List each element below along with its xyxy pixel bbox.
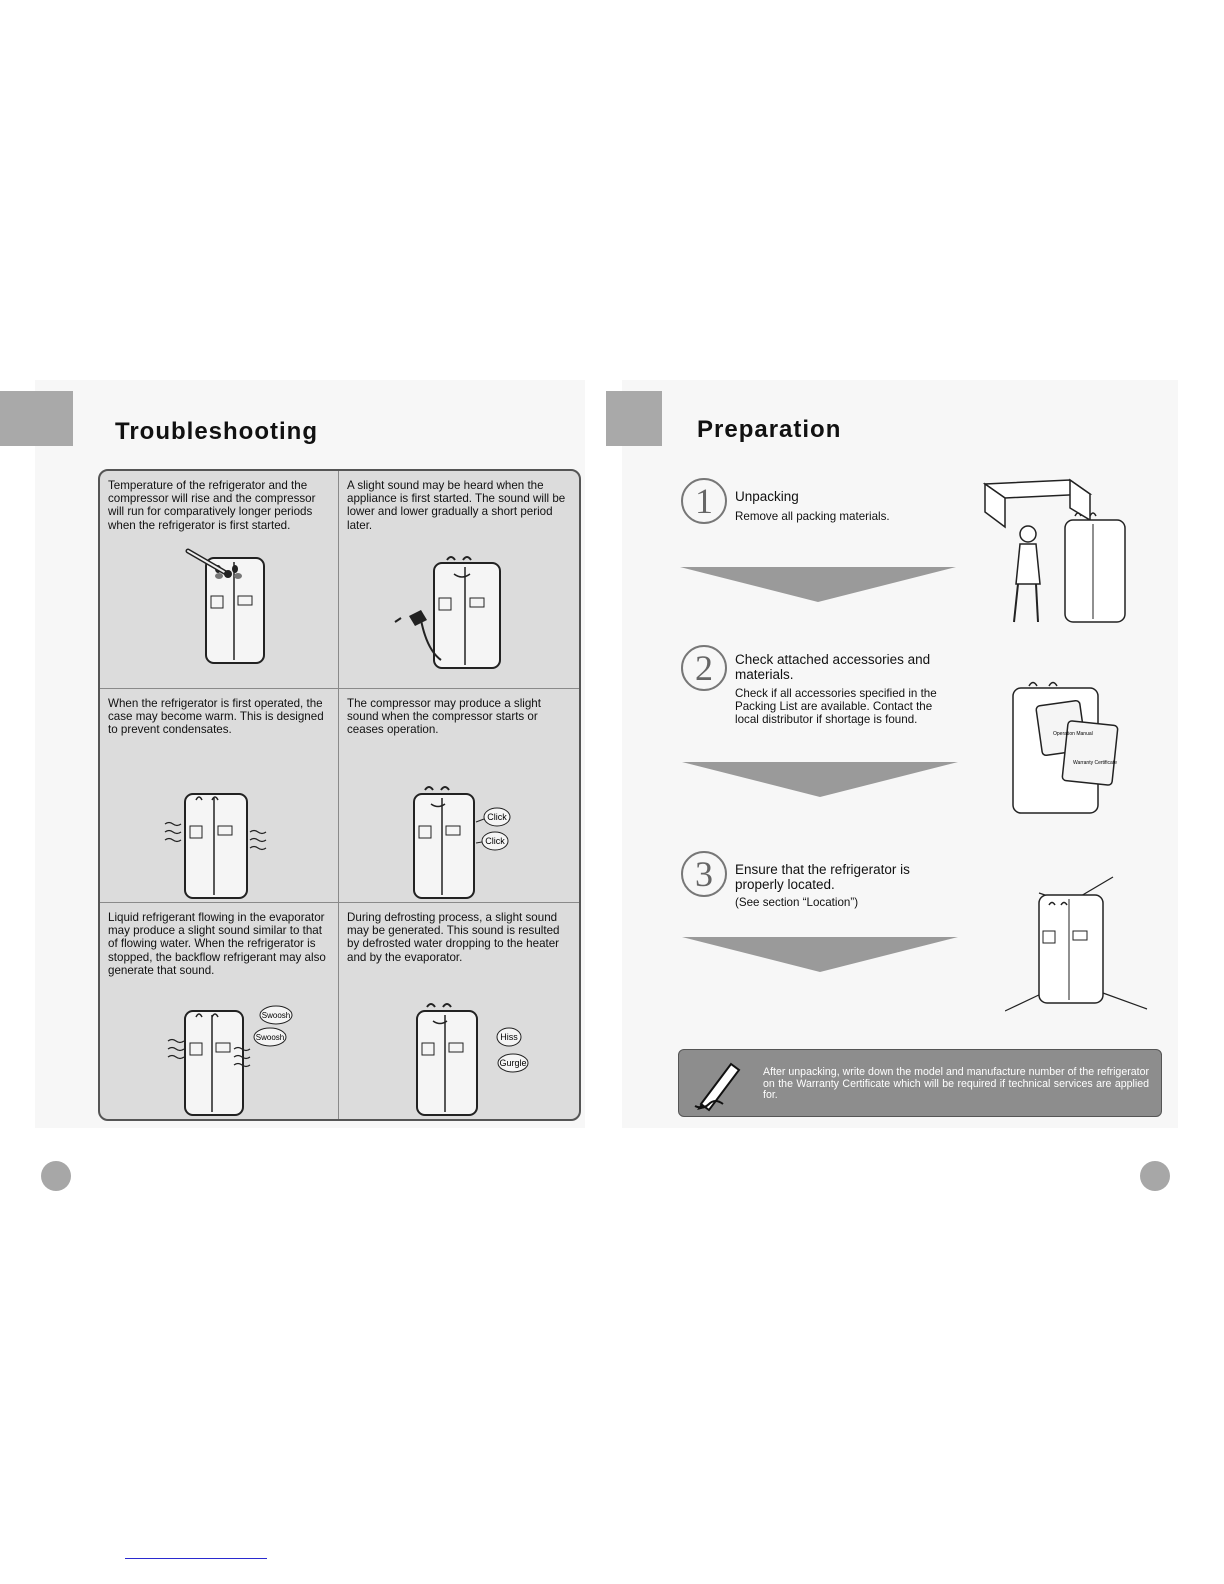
footer-line <box>125 1558 267 1559</box>
troubleshooting-title: Troubleshooting <box>115 418 318 445</box>
sound-label-swoosh: Swoosh <box>261 1011 291 1020</box>
step-number-3: 3 <box>681 851 727 897</box>
refrigerator-illustration <box>100 548 339 688</box>
step-title-location: Ensure that the refrigerator is properly located. <box>735 862 910 892</box>
ts-cell <box>100 689 339 903</box>
ts-cell-text: A slight sound may be heard when the appliance is first started. The sound will be lower and lower gradually a short period later. <box>347 479 566 532</box>
ts-cell-text: When the refrigerator is first operated, the case may become warm. This is designed to prevent condensates. <box>108 697 324 737</box>
sound-label-swoosh: Swoosh <box>255 1033 285 1042</box>
refrigerator-illustration <box>100 979 339 1119</box>
sound-bubble-icon <box>254 1006 292 1046</box>
refrigerator-illustration <box>100 762 339 902</box>
pen-icon <box>691 1056 751 1112</box>
doc-label-warranty: Warranty Certificate <box>1073 760 1117 766</box>
ts-cell <box>100 471 339 689</box>
step-desc-unpacking: Remove all packing materials. <box>735 510 890 523</box>
ts-cell <box>339 689 579 903</box>
sound-bubble-icon <box>497 1028 528 1072</box>
preparation-title: Preparation <box>697 416 842 443</box>
ts-cell <box>339 471 579 689</box>
ts-cell-text: During defrosting process, a slight sound may be generated. This sound is resulted by defrosted water dropping to the heater and by the evaporator. <box>347 911 560 964</box>
ts-cell <box>339 903 579 1119</box>
sound-bubble-icon <box>476 808 510 850</box>
ts-cell <box>100 903 339 1119</box>
doc-label-manual: Operation Manual <box>1053 731 1093 737</box>
down-arrow <box>682 762 958 798</box>
sound-label-click: Click <box>487 812 507 822</box>
sound-label-click: Click <box>485 836 505 846</box>
refrigerator-illustration <box>339 548 578 688</box>
ts-cell-text: Temperature of the refrigerator and the compressor will rise and the compressor will run for comparatively longer periods when the refrigerator is first started. <box>108 479 316 532</box>
location-illustration <box>1005 875 1150 1015</box>
down-arrow <box>682 937 958 973</box>
troubleshooting-grid <box>98 469 581 1121</box>
down-arrow <box>680 567 956 603</box>
step-desc-location: (See section “Location”) <box>735 896 859 909</box>
right-section-tab <box>606 391 662 446</box>
note-box <box>678 1049 1162 1117</box>
page-number-marker-right <box>1140 1161 1170 1191</box>
sound-label-gurgle: Gurgle <box>499 1058 527 1068</box>
step-number-2: 2 <box>681 645 727 691</box>
left-section-tab <box>0 391 73 446</box>
refrigerator-illustration <box>339 979 578 1119</box>
unpacking-illustration <box>980 472 1140 632</box>
ts-cell-text: The compressor may produce a slight sound when the compressor starts or ceases operation. <box>347 697 541 737</box>
page-number-marker-left <box>41 1161 71 1191</box>
sound-label-hiss: Hiss <box>500 1032 518 1042</box>
step-number-1: 1 <box>681 478 727 524</box>
step-desc-accessories: Check if all accessories specified in the Packing List are available. Contact the local distributor if shortage is found. <box>735 687 937 727</box>
step-title-accessories: Check attached accessories and materials. <box>735 652 931 682</box>
accessories-illustration <box>1005 678 1125 823</box>
refrigerator-illustration <box>339 762 578 902</box>
step-title-unpacking: Unpacking <box>735 489 799 504</box>
note-text: After unpacking, write down the model and manufacture number of the refrigerator on the Warranty Certificate which will be required if technical services are applied for. <box>763 1066 1149 1101</box>
ts-cell-text: Liquid refrigerant flowing in the evaporator may produce a slight sound similar to that of flowing water. When the refrigerator is stopped, the backflow refrigerant may also generate that sound. <box>108 911 326 977</box>
